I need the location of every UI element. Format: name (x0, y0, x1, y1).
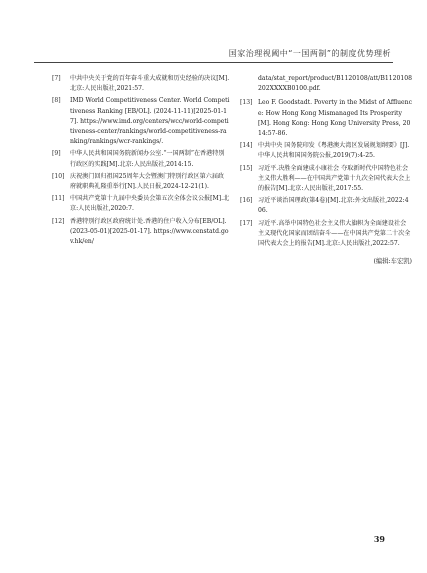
reference-13 (240, 98, 412, 139)
reference-number: [15] (240, 164, 253, 172)
reference-number: [9] (52, 150, 61, 158)
reference-10 (52, 172, 230, 192)
reference-number: [10] (52, 172, 65, 180)
reference-text: 习近平.决胜全面建成小康社会 夺取新时代中国特色社会主义伟大胜利——在中国共产党第十九次全国代表大会上的报告[M].北京:人民出版社,2017:55. (258, 164, 411, 193)
reference-17 (240, 219, 412, 250)
reference-text: 中华人民共和国国务院新闻办公室.“一国两制”在香港特别行政区的实践[M].北京:人民出版社,2014:15. (70, 150, 225, 168)
reference-text: 习近平谈治国理政(第4卷)[M].北京:外文出版社,2022:406. (258, 197, 409, 215)
reference-text: 庆祝澳门回归祖国25周年大会暨澳门特别行政区第六届政府就职典礼隆重举行[N].人民日报,2024-12-21(1). (70, 172, 225, 191)
reference-number: [7] (52, 75, 61, 82)
reference-number: [13] (240, 99, 253, 107)
reference-text: 香港特别行政区政府统计处.香港的住户收入分布[EB/OL].(2023-05-01)[2025-01-17]. https://www.censtatd.gov.hk/en/ (70, 217, 229, 246)
reference-14 (240, 141, 412, 161)
reference-12 (52, 217, 230, 248)
reference-number: [12] (52, 217, 65, 225)
running-header: 国家治理视阈中“一国两制”的制度优势理析 (228, 49, 391, 58)
reference-text: 习近平.高举中国特色社会主义伟大旗帜为全面建设社会主义现代化国家而团结奋斗——在中国共产党第二十次全国代表大会上的报告[M].北京:人民出版社,2022:57. (258, 219, 411, 248)
reference-text: Leo F. Goodstadt. Poverty in the Midst of Affluence: How Hong Kong Mismanaged Its Prosperity[M]. Hong Kong: Hong Kong University Press, 2014:57-86. (258, 99, 412, 138)
reference-9 (52, 149, 230, 169)
reference-text: IMD World Competitiveness Center. World Competitiveness Ranking [EB/OL]. (2024-11-11)[2025-01-17]. https://www.imd.org/centers/wcc/world-competitiveness-center/rankings/world-competitiveness-ranking/rankings/wcr-rankings/. (70, 97, 230, 146)
reference-7 (52, 74, 230, 94)
header-rule (34, 62, 393, 63)
reference-8 (52, 96, 230, 147)
left-column (52, 74, 230, 249)
reference-number: [14] (240, 142, 253, 150)
reference-number: [17] (240, 219, 253, 227)
page-number: 39 (373, 534, 385, 544)
reference-11 (52, 194, 230, 214)
reference-text: 中共中央 国务院印发《粤港澳大湾区发展规划纲要》[J].中华人民共和国国务院公报,2019(7):4-25. (258, 142, 410, 160)
reference-text: 中国共产党第十九届中央委员会第五次全体会议公报[M].北京:人民出版社,2020:7. (70, 195, 230, 213)
reference-text: 中共中央关于党的百年奋斗重大成就和历史经验的决议[M].北京:人民出版社,2021:57. (70, 75, 230, 93)
reference-16 (240, 196, 412, 216)
reference-number: [16] (240, 197, 253, 205)
reference-number: [11] (52, 195, 65, 203)
right-column (240, 74, 412, 267)
reference-number: [8] (52, 97, 61, 105)
reference-12-continued: data/stat_report/product/B1120108/att/B1120108202XXXXB0100.pdf. (258, 75, 412, 93)
editor-note: (编辑:车宏凯) (373, 258, 412, 266)
reference-15 (240, 164, 412, 195)
